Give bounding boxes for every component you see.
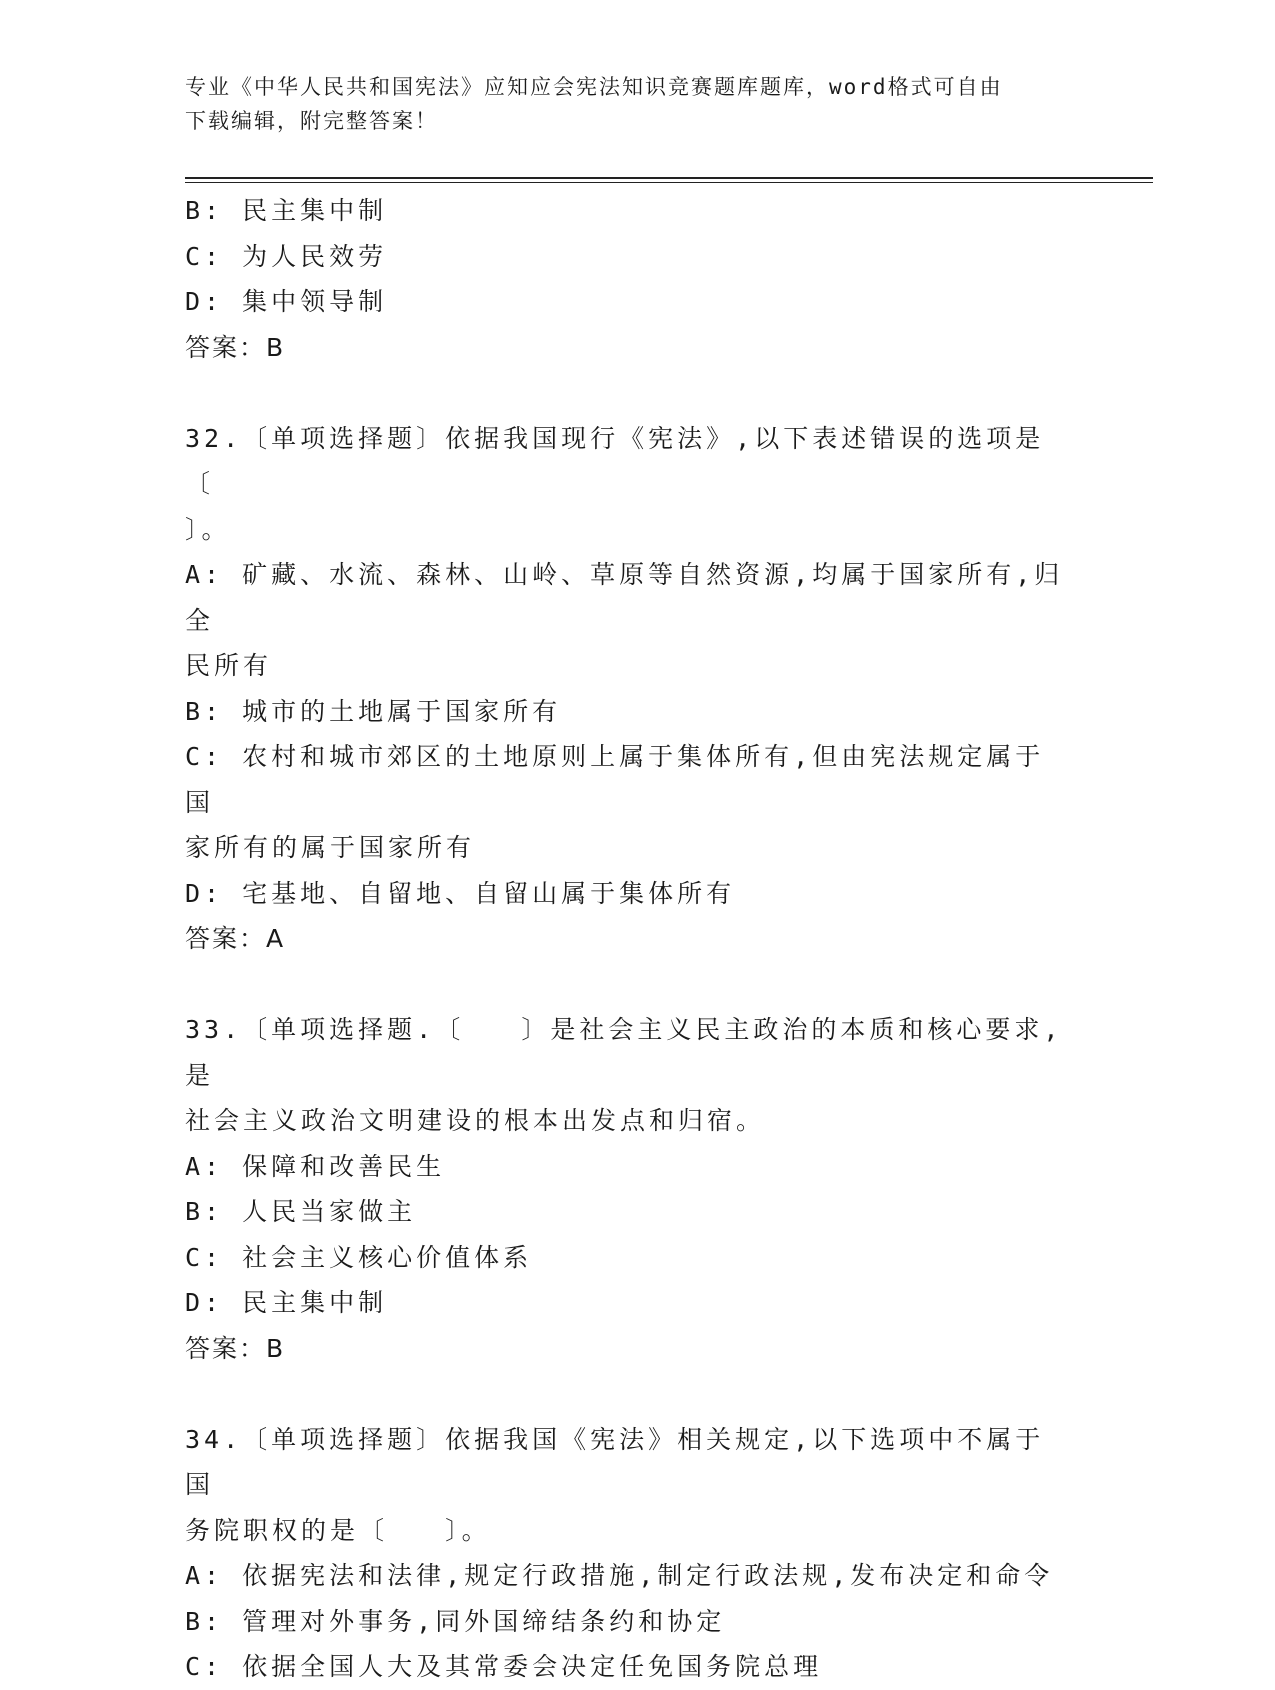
option-b: B: 人民当家做主 — [185, 1197, 417, 1226]
option-c: C: 农村和城市郊区的土地原则上属于集体所有,但由宪法规定属于国 — [185, 742, 1045, 817]
question-33 — [185, 1007, 1065, 1371]
option-b: B: 管理对外事务,同外国缔结条约和协定 — [185, 1606, 726, 1636]
spacer — [185, 1371, 1065, 1417]
answer: 答案：A — [185, 924, 286, 953]
option-c-cont: 家所有的属于国家所有 — [185, 833, 476, 862]
header-line-2: 下载编辑，附完整答案！ — [185, 109, 438, 133]
question-stem: 33.〔单项选择题.〔 〕是社会主义民主政治的本质和核心要求,是 — [185, 1015, 1063, 1090]
question-stem-cont: 务院职权的是〔 〕。 — [185, 1515, 491, 1545]
option-c: C: 为人民效劳 — [185, 241, 388, 271]
document-header — [185, 70, 1065, 138]
answer: 答案：B — [185, 1333, 286, 1363]
option-a: A: 依据宪法和法律,规定行政措施,制定行政法规,发布决定和命令 — [185, 1561, 1054, 1590]
option-b: B: 城市的土地属于国家所有 — [185, 696, 562, 726]
spacer — [185, 962, 1065, 1008]
answer: 答案：B — [185, 332, 286, 362]
header-rule-thin — [185, 182, 1153, 183]
option-d: D: 集中领导制 — [185, 287, 388, 316]
option-a: A: 矿藏、水流、森林、山岭、草原等自然资源,均属于国家所有,归全 — [185, 560, 1064, 635]
option-c: C: 依据全国人大及其常委会决定任免国务院总理 — [185, 1652, 823, 1681]
option-a: A: 保障和改善民生 — [185, 1151, 446, 1181]
option-b: B: 民主集中制 — [185, 196, 388, 225]
option-c: C: 社会主义核心价值体系 — [185, 1242, 533, 1272]
header-rule-thick — [185, 177, 1153, 179]
spacer — [185, 370, 1065, 416]
question-stem-cont: 〕。 — [185, 514, 231, 544]
option-a-cont: 民所有 — [185, 651, 273, 680]
header-line-1: 专业《中华人民共和国宪法》应知应会宪法知识竞赛题库题库，word格式可自由 — [185, 75, 1003, 99]
question-34 — [185, 1417, 1065, 1690]
option-d: D: 宅基地、自留地、自留山属于集体所有 — [185, 878, 736, 908]
document-body — [185, 188, 1065, 1690]
question-32 — [185, 416, 1065, 962]
question-31-tail — [185, 188, 1065, 370]
option-d: D: 民主集中制 — [185, 1288, 388, 1317]
question-stem: 34.〔单项选择题〕依据我国《宪法》相关规定,以下选项中不属于国 — [185, 1424, 1045, 1499]
question-stem: 32.〔单项选择题〕依据我国现行《宪法》,以下表述错误的选项是〔 — [185, 423, 1045, 498]
question-stem-cont: 社会主义政治文明建设的根本出发点和归宿。 — [185, 1106, 766, 1135]
